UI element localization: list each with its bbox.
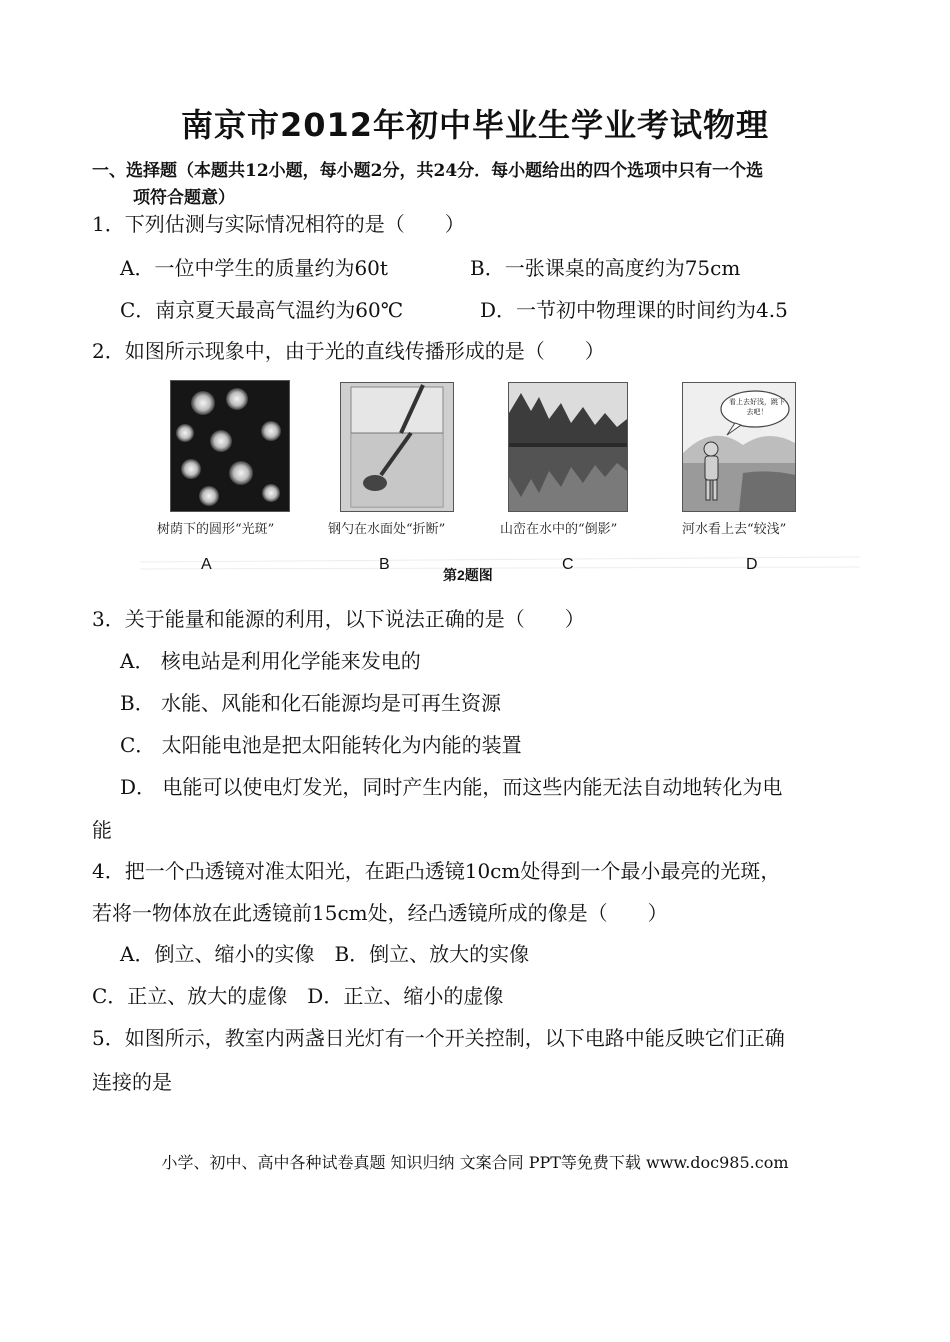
question-4-stem-line1: 4．把一个凸透镜对准太阳光，在距凸透镜10cm处得到一个最小最亮的光斑， [92, 859, 781, 883]
question-5-stem-line2: 连接的是 [92, 1070, 172, 1094]
figure-b-caption: 钢勺在水面处“折断” [328, 522, 446, 537]
section-heading-line2: 项符合题意） [133, 188, 235, 208]
section-heading-line1: 一、选择题（本题共12小题，每小题2分，共24分．每小题给出的四个选项中只有一个选 [92, 161, 764, 181]
question-2-stem: 2．如图所示现象中，由于光的直线传播形成的是（ ） [92, 339, 605, 363]
figure-d-letter: D [746, 556, 758, 573]
figure-b-letter: B [379, 556, 390, 573]
figure-a-caption: 树荫下的圆形“光斑” [157, 522, 275, 537]
question-5-stem-line1: 5．如图所示，教室内两盏日光灯有一个开关控制，以下电路中能反映它们正确 [92, 1026, 785, 1050]
figure-c-letter: C [562, 556, 574, 573]
page-footer: 小学、初中、高中各种试卷真题 知识归纳 文案合同 PPT等免费下载 www.doc985.com [161, 1153, 789, 1172]
page-title: 南京市2012年初中毕业生学业考试物理 [180, 106, 770, 144]
question-3-option-d-line1: D． 电能可以使电灯发光，同时产生内能，而这些内能无法自动地转化为电 [120, 775, 783, 799]
figure-c-caption: 山峦在水中的“倒影” [500, 522, 618, 537]
question-3-option-b: B． 水能、风能和化石能源均是可再生资源 [120, 691, 502, 715]
question-4-options-cd: C．正立、放大的虚像 D．正立、缩小的虚像 [92, 984, 504, 1008]
figure-d-speech-bubble: 看上去好浅，跳下去吧！ [729, 398, 785, 416]
question-1-stem: 1．下列估测与实际情况相符的是（ ） [92, 212, 465, 236]
question-3-stem: 3．关于能量和能源的利用，以下说法正确的是（ ） [92, 607, 585, 631]
question-1-option-a: A．一位中学生的质量约为60t [120, 256, 388, 280]
question-3-option-a: A． 核电站是利用化学能来发电的 [120, 649, 421, 673]
question-4-options-ab: A．倒立、缩小的实像 B．倒立、放大的实像 [120, 942, 530, 966]
question-4-stem-line2: 若将一物体放在此透镜前15cm处，经凸透镜所成的像是（ ） [92, 901, 668, 925]
figure-b-spoon-in-water [340, 382, 454, 512]
figure-d-caption: 河水看上去“较浅” [682, 522, 787, 537]
question-1-option-d: D．一节初中物理课的时间约为4.5 [480, 298, 788, 322]
figure-c-mountain-reflection [508, 382, 628, 512]
question-3-option-d-line2: 能 [92, 818, 112, 842]
figure-title: 第2题图 [443, 567, 493, 583]
question-3-option-c: C． 太阳能电池是把太阳能转化为内能的装置 [120, 733, 522, 757]
question-1-option-c: C．南京夏天最高气温约为60℃ [120, 298, 404, 322]
figure-a-light-spots [170, 380, 290, 512]
figure-d-river-looks-shallow [682, 382, 796, 512]
figure-a-letter: A [201, 556, 212, 573]
question-1-option-b: B．一张课桌的高度约为75cm [470, 256, 741, 280]
